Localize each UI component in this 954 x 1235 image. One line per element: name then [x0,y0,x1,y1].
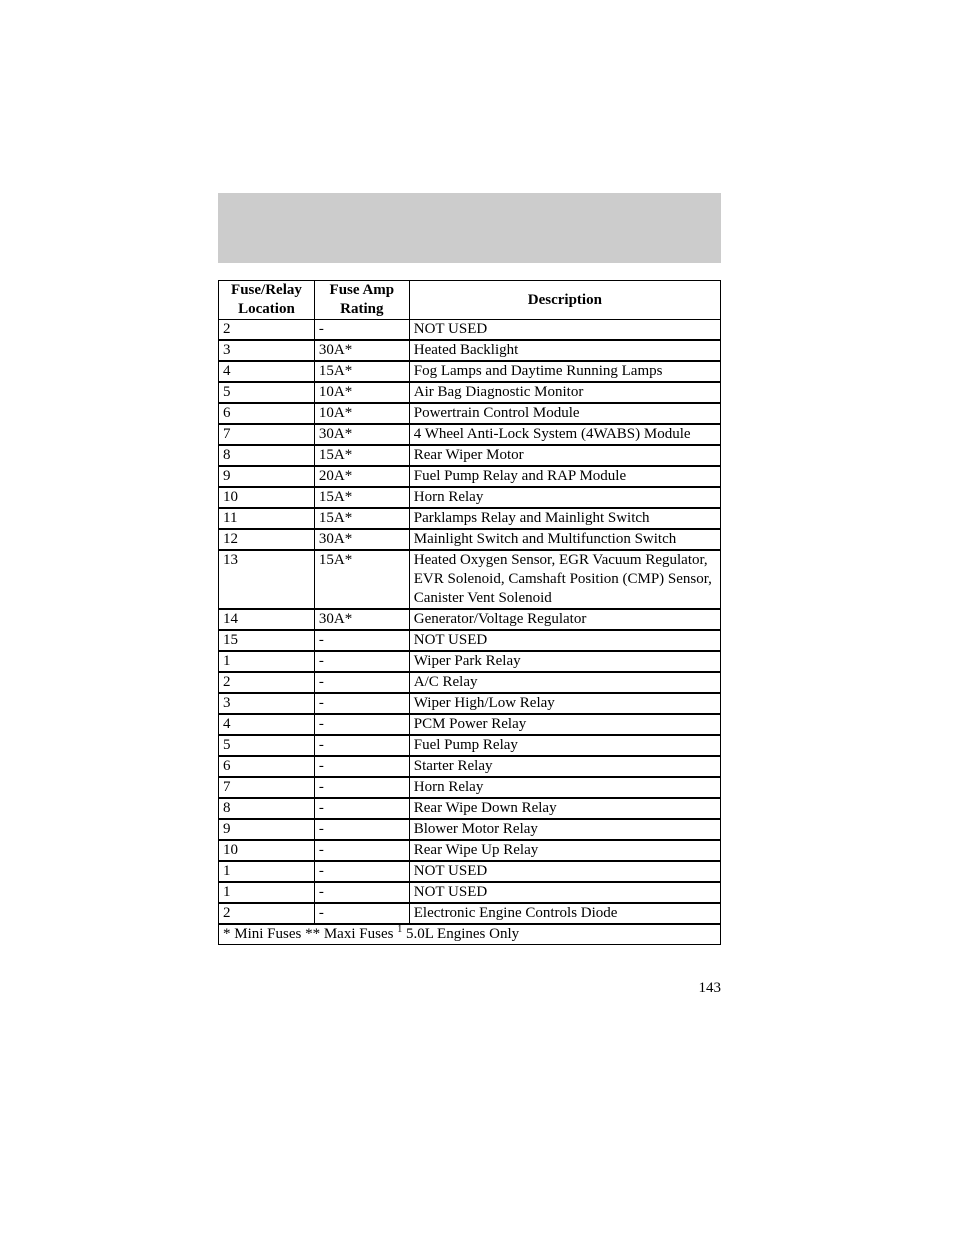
table-header-row [219,281,721,320]
location-cell: 5 [219,382,315,403]
footnote-superscript: 1 [397,924,403,935]
description-cell: Parklamps Relay and Mainlight Switch [409,508,720,529]
description-cell: A/C Relay [409,672,720,693]
amp-rating-cell: - [314,840,409,861]
description-cell: NOT USED [409,882,720,903]
footnote-text-a: * Mini Fuses ** Maxi Fuses [223,926,398,942]
description-cell: NOT USED [409,320,720,341]
table-row [219,882,721,903]
description-cell: Horn Relay [409,777,720,798]
table-row [219,487,721,508]
location-cell: 4 [219,714,315,735]
description-cell: PCM Power Relay [409,714,720,735]
description-cell: Heated Backlight [409,340,720,361]
description-cell: Starter Relay [409,756,720,777]
location-cell: 10 [219,487,315,508]
description-cell: Heated Oxygen Sensor, EGR Vacuum Regulator, EVR Solenoid, Camshaft Position (CMP) Sensor, Canister Vent Solenoid [409,550,720,609]
location-cell: 1 [219,861,315,882]
location-cell: 10 [219,840,315,861]
table-row [219,651,721,672]
table-row [219,445,721,466]
amp-rating-cell: - [314,903,409,924]
table-row [219,693,721,714]
location-cell: 11 [219,508,315,529]
table-row [219,529,721,550]
description-cell: Fuel Pump Relay [409,735,720,756]
description-cell: Mainlight Switch and Multifunction Switch [409,529,720,550]
amp-rating-cell: 30A* [314,529,409,550]
header-amp-rating: Fuse Amp Rating [314,281,409,320]
description-cell: Rear Wipe Up Relay [409,840,720,861]
table-row [219,550,721,609]
table-row [219,735,721,756]
amp-rating-cell: 10A* [314,403,409,424]
amp-rating-cell: 10A* [314,382,409,403]
section-header-band [218,193,721,263]
table-row [219,819,721,840]
description-cell: Rear Wiper Motor [409,445,720,466]
amp-rating-cell: - [314,735,409,756]
location-cell: 9 [219,819,315,840]
amp-rating-cell: - [314,651,409,672]
description-cell: Horn Relay [409,487,720,508]
amp-rating-cell: - [314,756,409,777]
table-row [219,630,721,651]
footnote-text-b: 5.0L Engines Only [402,926,520,942]
amp-rating-cell: - [314,630,409,651]
location-cell: 7 [219,424,315,445]
location-cell: 2 [219,903,315,924]
amp-rating-cell: 30A* [314,609,409,630]
amp-rating-cell: - [314,798,409,819]
header-description: Description [409,281,720,320]
fuse-relay-table [218,280,721,945]
description-cell: NOT USED [409,630,720,651]
amp-rating-cell: - [314,672,409,693]
table-row [219,508,721,529]
description-cell: Air Bag Diagnostic Monitor [409,382,720,403]
table-row [219,320,721,341]
footnote [219,924,721,945]
location-cell: 14 [219,609,315,630]
amp-rating-cell: - [314,777,409,798]
description-cell: Blower Motor Relay [409,819,720,840]
location-cell: 6 [219,403,315,424]
table-row [219,340,721,361]
description-cell: Wiper Park Relay [409,651,720,672]
table-row [219,861,721,882]
location-cell: 13 [219,550,315,609]
location-cell: 4 [219,361,315,382]
location-cell: 5 [219,735,315,756]
location-cell: 3 [219,340,315,361]
amp-rating-cell: - [314,714,409,735]
description-cell: Fog Lamps and Daytime Running Lamps [409,361,720,382]
amp-rating-cell: 15A* [314,361,409,382]
description-cell: Powertrain Control Module [409,403,720,424]
location-cell: 1 [219,882,315,903]
table-row [219,756,721,777]
location-cell: 6 [219,756,315,777]
amp-rating-cell: - [314,819,409,840]
table-row [219,903,721,924]
location-cell: 2 [219,672,315,693]
table-body [219,320,721,925]
amp-rating-cell: - [314,693,409,714]
amp-rating-cell: - [314,320,409,341]
location-cell: 3 [219,693,315,714]
table-row [219,777,721,798]
amp-rating-cell: - [314,861,409,882]
table-row [219,466,721,487]
table-row [219,840,721,861]
amp-rating-cell: 30A* [314,424,409,445]
page-number: 143 [698,980,721,996]
table-row [219,382,721,403]
description-cell: Electronic Engine Controls Diode [409,903,720,924]
header-location: Fuse/Relay Location [219,281,315,320]
location-cell: 8 [219,798,315,819]
location-cell: 15 [219,630,315,651]
amp-rating-cell: 15A* [314,550,409,609]
table-row [219,672,721,693]
location-cell: 12 [219,529,315,550]
description-cell: Generator/Voltage Regulator [409,609,720,630]
description-cell: Rear Wipe Down Relay [409,798,720,819]
location-cell: 7 [219,777,315,798]
table-row [219,714,721,735]
description-cell: Wiper High/Low Relay [409,693,720,714]
amp-rating-cell: 15A* [314,508,409,529]
table-row [219,403,721,424]
location-cell: 8 [219,445,315,466]
location-cell: 1 [219,651,315,672]
footnote-row [219,924,721,945]
location-cell: 2 [219,320,315,341]
table-row [219,609,721,630]
table-row [219,798,721,819]
table-row [219,361,721,382]
description-cell: 4 Wheel Anti-Lock System (4WABS) Module [409,424,720,445]
amp-rating-cell: - [314,882,409,903]
amp-rating-cell: 20A* [314,466,409,487]
description-cell: NOT USED [409,861,720,882]
amp-rating-cell: 15A* [314,487,409,508]
table-row [219,424,721,445]
location-cell: 9 [219,466,315,487]
amp-rating-cell: 15A* [314,445,409,466]
description-cell: Fuel Pump Relay and RAP Module [409,466,720,487]
amp-rating-cell: 30A* [314,340,409,361]
